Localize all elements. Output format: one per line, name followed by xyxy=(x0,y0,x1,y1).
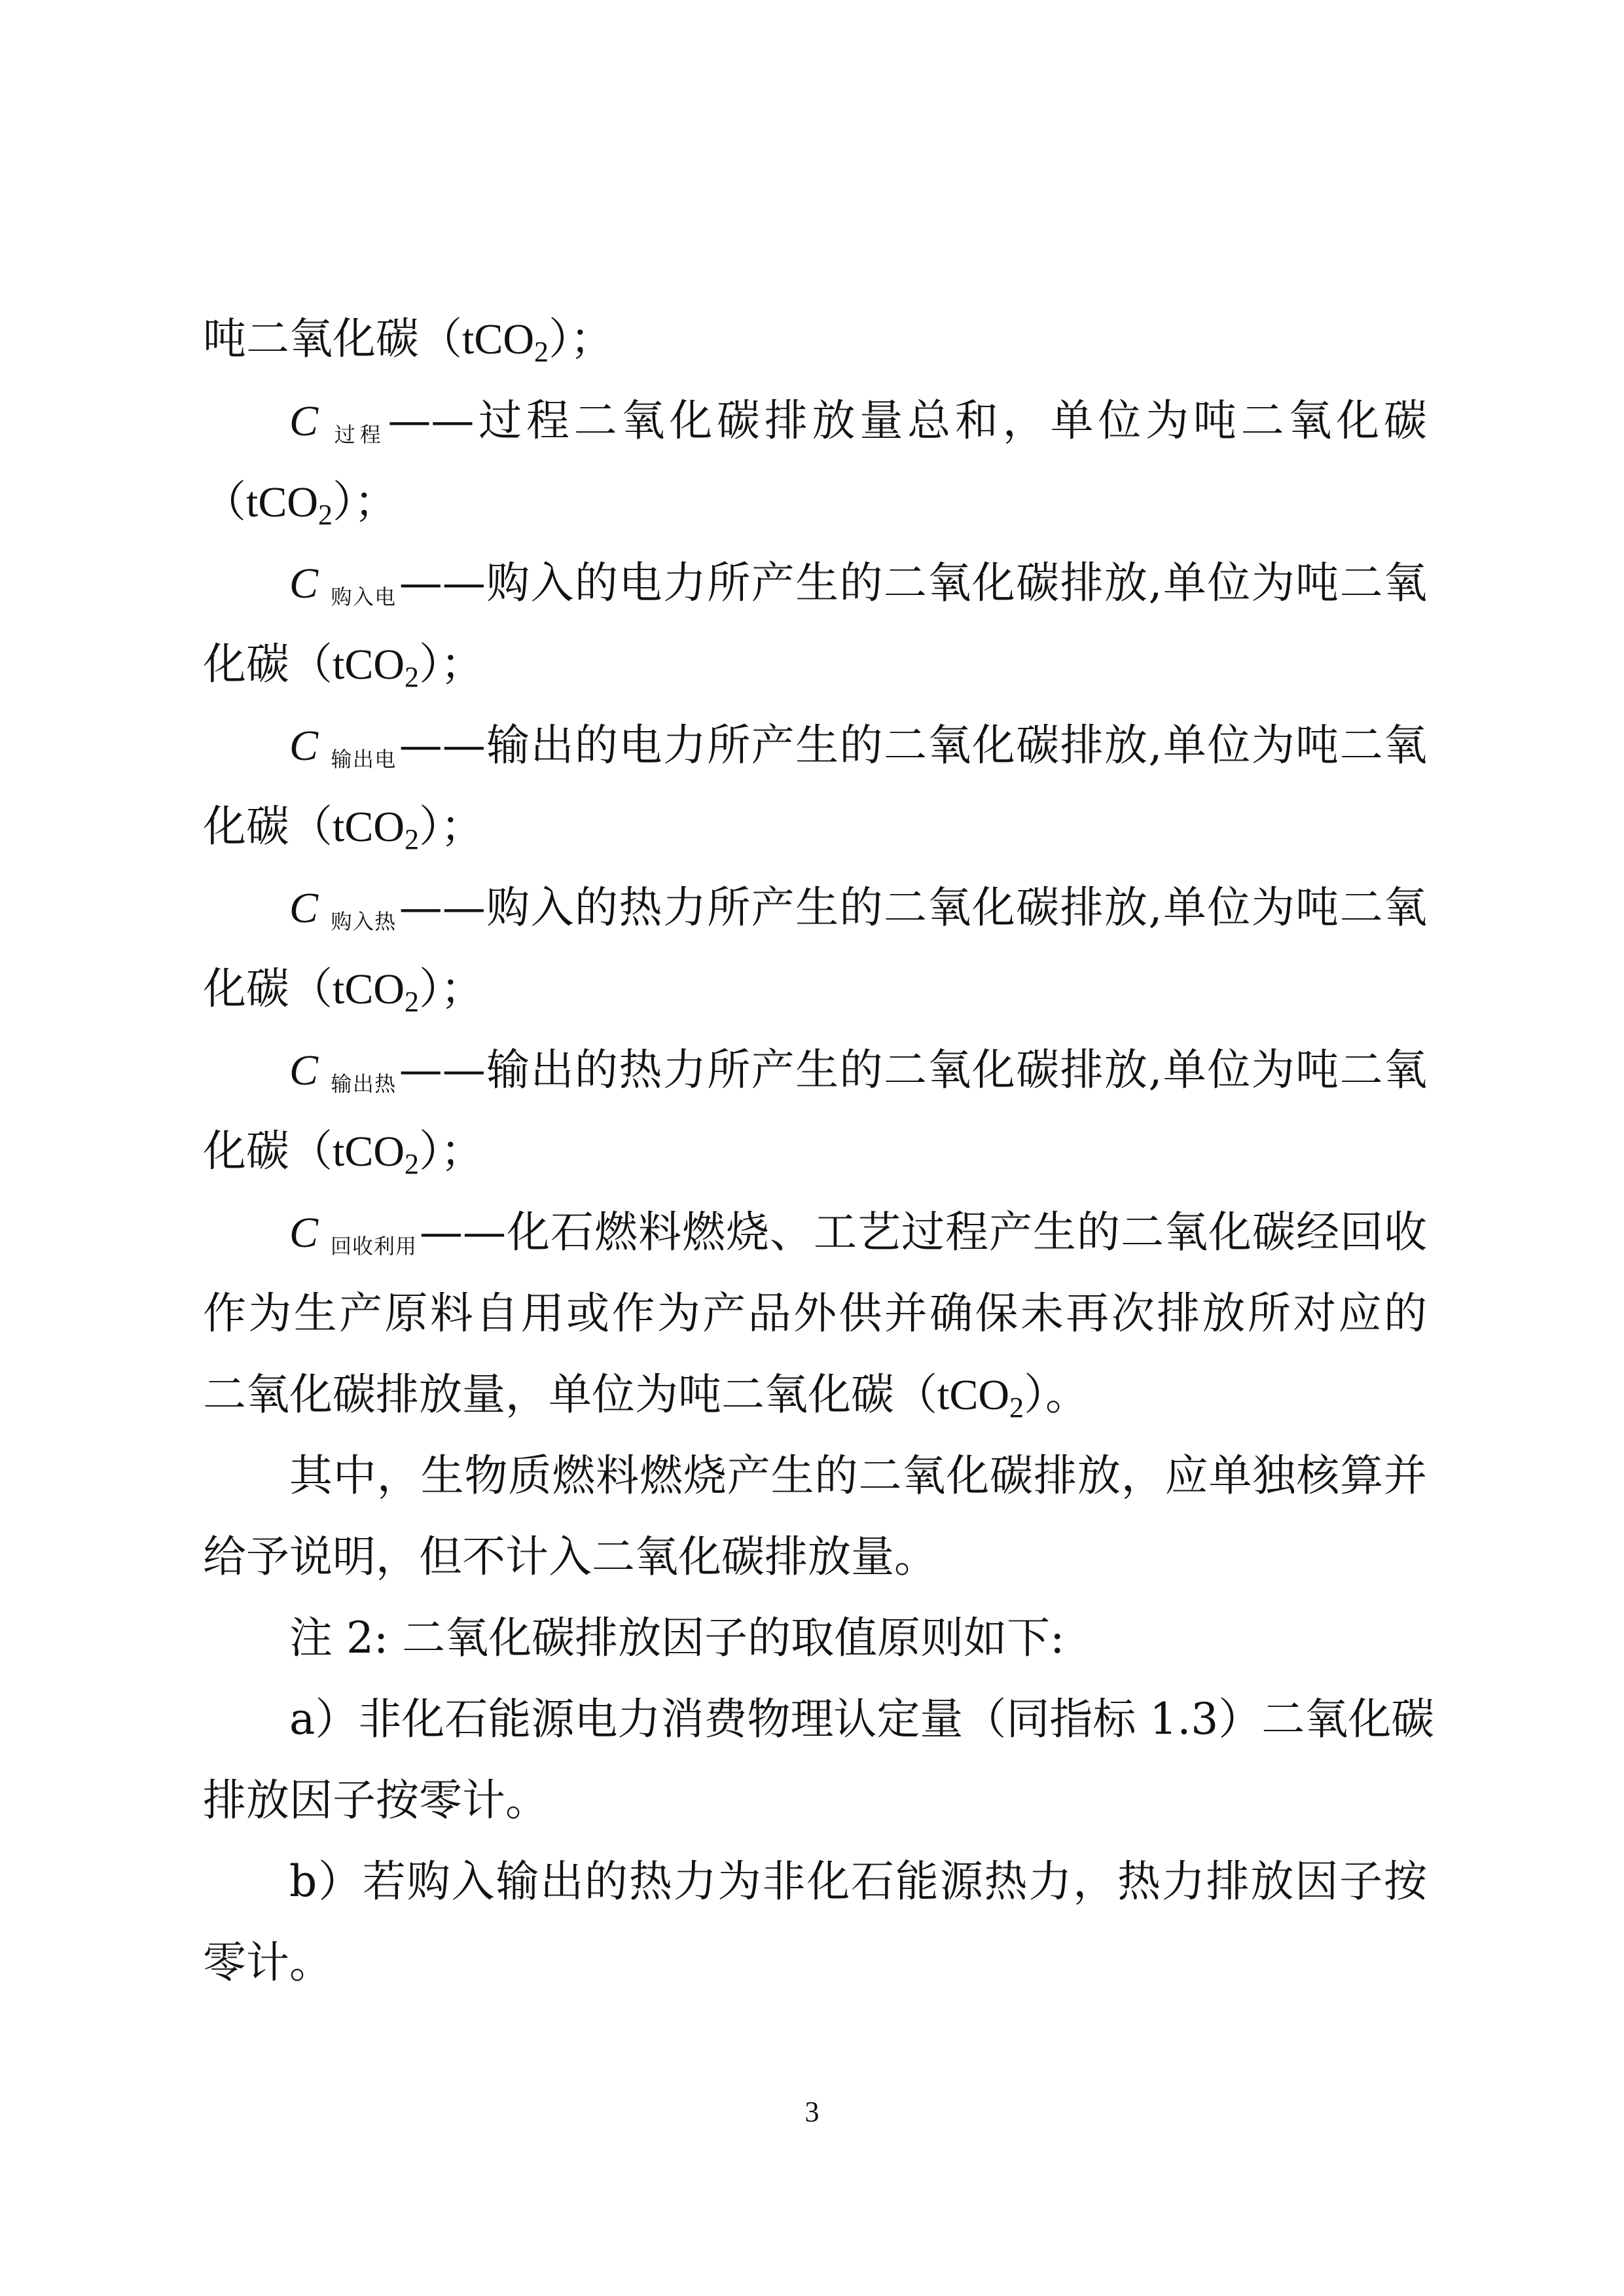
definition-text: ——化石燃料燃烧、工艺过程产生的二氧化碳经回收 xyxy=(420,1207,1427,1257)
text-fragment: （ xyxy=(203,476,246,527)
text-fragment: 其中，生物质燃料燃烧产生的二氧化碳排放，应单独核算并 xyxy=(289,1450,1427,1501)
unit-subscript: 2 xyxy=(318,499,333,531)
definition-line xyxy=(289,1206,1427,1272)
text-line xyxy=(203,1287,1427,1340)
text-line xyxy=(203,1531,1427,1583)
text-fragment: ）； xyxy=(333,476,398,527)
text-fragment: ）。 xyxy=(1024,1369,1089,1420)
definition-line xyxy=(289,557,1427,623)
unit-text: tCO xyxy=(333,965,405,1013)
text-line xyxy=(203,638,1427,704)
definition-line xyxy=(289,719,1427,785)
text-line xyxy=(203,1774,1427,1827)
unit-subscript: 2 xyxy=(405,986,420,1018)
variable-symbol: C xyxy=(289,397,319,445)
unit-subscript: 2 xyxy=(405,823,420,855)
text-fragment: ）； xyxy=(419,963,484,1014)
paragraph-line xyxy=(289,1450,1427,1502)
definition-line xyxy=(289,395,1427,461)
variable-symbol: C xyxy=(289,1047,319,1094)
text-fragment: a）非化石能源电力消费物理认定量（同指标 1.3）二氧化碳 xyxy=(289,1694,1435,1744)
text-fragment: 二氧化碳排放量，单位为吨二氧化碳（ xyxy=(203,1369,937,1420)
definition-text: ——输出的热力所产生的二氧化碳排放,单位为吨二氧 xyxy=(399,1045,1427,1095)
definition-text: ——购入的电力所产生的二氧化碳排放,单位为吨二氧 xyxy=(399,558,1427,608)
variable-subscript: 输出电 xyxy=(330,747,397,772)
list-item xyxy=(289,1693,1435,1746)
text-fragment: ）； xyxy=(419,801,484,852)
text-fragment: ）； xyxy=(419,1126,484,1176)
variable-subscript: 购入热 xyxy=(330,909,397,934)
definition-line xyxy=(289,1044,1427,1110)
text-fragment: 吨二氧化碳（ xyxy=(203,314,462,364)
list-item xyxy=(289,1856,1427,1908)
text-line xyxy=(203,1125,1427,1191)
text-fragment: 化碳（ xyxy=(203,963,333,1014)
unit-text: tCO xyxy=(333,803,405,851)
text-fragment: ）； xyxy=(419,639,484,689)
text-fragment: 排放因子按零计。 xyxy=(203,1775,549,1825)
variable-subscript: 输出热 xyxy=(330,1071,397,1096)
definition-text: ——购入的热力所产生的二氧化碳排放,单位为吨二氧 xyxy=(399,882,1427,933)
variable-symbol: C xyxy=(289,560,319,607)
variable-symbol: C xyxy=(289,722,319,770)
definition-text: ——过程二氧化碳排放量总和，单位为吨二氧化碳 xyxy=(388,395,1427,446)
unit-text: tCO xyxy=(333,641,405,689)
unit-text: tCO xyxy=(462,315,535,363)
note-heading xyxy=(289,1612,1427,1664)
variable-symbol: C xyxy=(289,1209,319,1257)
unit-subscript: 2 xyxy=(534,336,549,368)
text-line xyxy=(203,313,1427,378)
text-fragment: 化碳（ xyxy=(203,639,333,689)
unit-subscript: 2 xyxy=(405,661,420,693)
unit-text: tCO xyxy=(937,1371,1010,1419)
text-fragment: 给予说明，但不计入二氧化碳排放量。 xyxy=(203,1532,937,1582)
text-fragment: 作为生产原料自用或作为产品外供并确保未再次排放所对应的 xyxy=(203,1288,1427,1338)
page-number: 3 xyxy=(804,2096,820,2128)
text-line xyxy=(203,1369,1427,1434)
text-fragment: b）若购入输出的热力为非化石能源热力，热力排放因子按 xyxy=(289,1856,1427,1907)
text-fragment: 化碳（ xyxy=(203,1126,333,1176)
text-fragment: ）； xyxy=(549,314,614,364)
text-fragment: 化碳（ xyxy=(203,801,333,852)
text-fragment: 零计。 xyxy=(203,1937,333,1988)
text-line xyxy=(203,1937,1427,1989)
variable-subscript: 购入电 xyxy=(330,584,397,609)
text-line xyxy=(203,476,1427,541)
unit-text: tCO xyxy=(246,478,319,526)
definition-line xyxy=(289,882,1427,948)
unit-subscript: 2 xyxy=(1009,1391,1024,1424)
variable-symbol: C xyxy=(289,884,319,932)
variable-subscript: 回收利用 xyxy=(330,1234,418,1259)
definition-text: ——输出的电力所产生的二氧化碳排放,单位为吨二氧 xyxy=(399,720,1427,770)
text-line xyxy=(203,963,1427,1028)
unit-text: tCO xyxy=(333,1128,405,1175)
unit-subscript: 2 xyxy=(405,1148,420,1180)
variable-subscript: 过程 xyxy=(330,422,386,447)
text-fragment: 注 2: 二氧化碳排放因子的取值原则如下: xyxy=(289,1613,1065,1663)
text-line xyxy=(203,800,1427,866)
